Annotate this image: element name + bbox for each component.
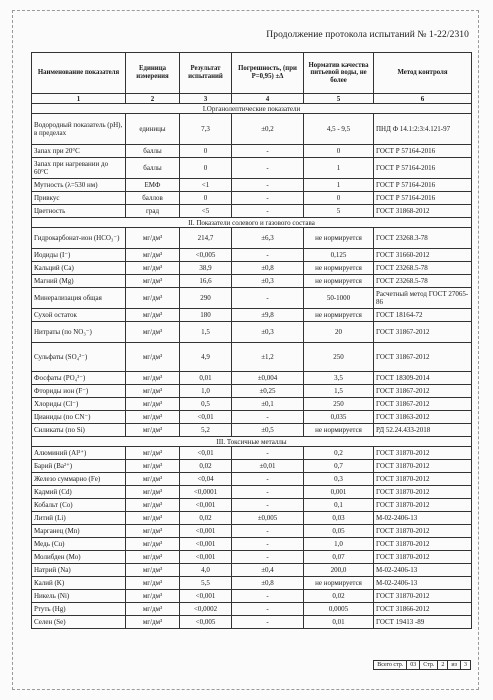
cell-error: -	[232, 158, 304, 179]
table-row	[32, 447, 472, 460]
cell-result: 1,5	[180, 322, 232, 343]
cell-name: Кобальт (Co)	[32, 499, 126, 512]
cell-method: ГОСТ 31867-2012	[374, 322, 472, 343]
cell-norm: 1,0	[304, 538, 374, 551]
cell-method: ГОСТ 31870-2012	[374, 551, 472, 564]
cell-unit: мг/дм³	[126, 385, 180, 398]
col-header-result: Результат испытаний	[180, 53, 232, 94]
col-header-error: Погрешность, (при P=0,95) ±Δ	[232, 53, 304, 94]
table-row	[32, 525, 472, 538]
cell-result: 0	[180, 145, 232, 158]
cell-method: ГОСТ 31867-2012	[374, 398, 472, 411]
of-label: из	[448, 661, 461, 669]
cell-error: -	[232, 525, 304, 538]
cell-name: Литий (Li)	[32, 512, 126, 525]
total-pages-label: Всего стр.	[374, 661, 407, 669]
cell-unit: баллов	[126, 192, 180, 205]
cell-result: <0,04	[180, 473, 232, 486]
cell-method: М-02-2406-13	[374, 512, 472, 525]
cell-norm: 0,01	[304, 616, 374, 629]
table-row	[32, 538, 472, 551]
cell-unit: мг/дм³	[126, 372, 180, 385]
cell-name: Цветность	[32, 205, 126, 218]
section-title: III. Токсичные металлы	[32, 437, 472, 447]
section-title: I.Органолептические показатели	[32, 104, 472, 114]
cell-result: <0,005	[180, 249, 232, 262]
table-row	[32, 262, 472, 275]
cell-method: ГОСТ 23268.5-78	[374, 275, 472, 288]
cell-result: <0,005	[180, 616, 232, 629]
cell-unit: баллы	[126, 145, 180, 158]
cell-error: -	[232, 249, 304, 262]
cell-error: ±1,2	[232, 343, 304, 372]
column-number: 1	[32, 94, 126, 104]
cell-error: ±6,3	[232, 228, 304, 249]
cell-error: ±0,3	[232, 322, 304, 343]
cell-norm: не нормируется	[304, 309, 374, 322]
cell-result: 1,0	[180, 385, 232, 398]
cell-method: ГОСТ Р 57164-2016	[374, 192, 472, 205]
cell-norm: 0,03	[304, 512, 374, 525]
cell-name: Силикаты (по Si)	[32, 424, 126, 437]
cell-unit: мг/дм³	[126, 460, 180, 473]
cell-method: ГОСТ Р 57164-2016	[374, 158, 472, 179]
cell-norm: не нормируется	[304, 577, 374, 590]
cell-method: ГОСТ 31863-2012	[374, 411, 472, 424]
table-row	[32, 385, 472, 398]
table-row	[32, 499, 472, 512]
cell-method: ГОСТ 31870-2012	[374, 499, 472, 512]
cell-unit: мг/дм³	[126, 411, 180, 424]
cell-name: Минерализация общая	[32, 288, 126, 309]
cell-result: <0,01	[180, 447, 232, 460]
cell-unit: мг/дм³	[126, 564, 180, 577]
cell-norm: 0,07	[304, 551, 374, 564]
cell-norm: 250	[304, 343, 374, 372]
cell-result: <1	[180, 179, 232, 192]
cell-method: ГОСТ 18309-2014	[374, 372, 472, 385]
cell-unit: мг/дм³	[126, 538, 180, 551]
cell-name: Водородный показатель (pH), в пределах	[32, 114, 126, 145]
section-title: II. Показатели солевого и газового состава	[32, 218, 472, 228]
cell-method: Расчетный метод ГОСТ 27065-86	[374, 288, 472, 309]
column-number: 6	[374, 94, 472, 104]
cell-norm: 1	[304, 179, 374, 192]
cell-name: Запах при нагревании до 60°С	[32, 158, 126, 179]
cell-norm: 0,2	[304, 447, 374, 460]
cell-name: Калий (K)	[32, 577, 126, 590]
cell-error: -	[232, 179, 304, 192]
cell-name: Цианиды (по CN⁻)	[32, 411, 126, 424]
cell-result: <0,001	[180, 551, 232, 564]
table-row	[32, 343, 472, 372]
cell-name: Магний (Mg)	[32, 275, 126, 288]
cell-error: -	[232, 499, 304, 512]
cell-result: 0,5	[180, 398, 232, 411]
cell-name: Гидрокарбонат-ион (HCO₃⁻)	[32, 228, 126, 249]
cell-result: 5,5	[180, 577, 232, 590]
cell-unit: мг/дм³	[126, 551, 180, 564]
cell-name: Алюминий (Al³⁺)	[32, 447, 126, 460]
cell-error: -	[232, 616, 304, 629]
cell-norm: не нормируется	[304, 262, 374, 275]
table-row	[32, 192, 472, 205]
cell-unit: мг/дм³	[126, 398, 180, 411]
cell-unit: мг/дм³	[126, 512, 180, 525]
cell-name: Никель (Ni)	[32, 590, 126, 603]
cell-result: 7,3	[180, 114, 232, 145]
cell-method: ГОСТ Р 57164-2016	[374, 179, 472, 192]
cell-error: -	[232, 551, 304, 564]
cell-error: ±0,3	[232, 275, 304, 288]
cell-error: ±0,4	[232, 564, 304, 577]
cell-error: -	[232, 145, 304, 158]
cell-norm: 0,02	[304, 590, 374, 603]
table-row	[32, 158, 472, 179]
cell-method: ГОСТ 18164-72	[374, 309, 472, 322]
table-row	[32, 551, 472, 564]
table-row	[32, 309, 472, 322]
table-row	[32, 577, 472, 590]
cell-norm: 0,001	[304, 486, 374, 499]
cell-method: ПНД Ф 14.1:2:3:4.121-97	[374, 114, 472, 145]
column-number-row	[32, 94, 472, 104]
cell-result: 180	[180, 309, 232, 322]
cell-unit: мг/дм³	[126, 275, 180, 288]
cell-method: ГОСТ 19413 -89	[374, 616, 472, 629]
protocol-header: Продолжение протокола испытаний № 1-22/2310	[266, 30, 469, 40]
table-header-row	[32, 53, 472, 94]
cell-name: Кадмий (Cd)	[32, 486, 126, 499]
cell-name: Фториды ион (F⁻)	[32, 385, 126, 398]
cell-norm: 50-1000	[304, 288, 374, 309]
cell-error: ±0,8	[232, 262, 304, 275]
cell-method: ГОСТ 31870-2012	[374, 486, 472, 499]
cell-unit: мг/дм³	[126, 343, 180, 372]
cell-norm: 1	[304, 158, 374, 179]
cell-unit: мг/дм³	[126, 590, 180, 603]
cell-name: Привкус	[32, 192, 126, 205]
section-header-row	[32, 218, 472, 228]
cell-unit: баллы	[126, 158, 180, 179]
cell-unit: мг/дм³	[126, 616, 180, 629]
cell-norm: 0,3	[304, 473, 374, 486]
cell-error: -	[232, 288, 304, 309]
table-row	[32, 590, 472, 603]
column-number: 3	[180, 94, 232, 104]
cell-error: ±0,1	[232, 398, 304, 411]
cell-norm: не нормируется	[304, 275, 374, 288]
cell-result: 0,02	[180, 460, 232, 473]
table-row	[32, 205, 472, 218]
cell-name: Селен (Se)	[32, 616, 126, 629]
cell-method: ГОСТ 31870-2012	[374, 460, 472, 473]
cell-norm: 200,0	[304, 564, 374, 577]
cell-norm: 1,5	[304, 385, 374, 398]
table-row	[32, 322, 472, 343]
cell-method: ГОСТ Р 57164-2016	[374, 145, 472, 158]
table-row	[32, 275, 472, 288]
table-row	[32, 145, 472, 158]
cell-norm: 0,035	[304, 411, 374, 424]
cell-unit: мг/дм³	[126, 249, 180, 262]
table-row	[32, 398, 472, 411]
cell-result: 4,0	[180, 564, 232, 577]
cell-unit: мг/дм³	[126, 447, 180, 460]
total-pages-value: 03	[407, 661, 420, 669]
cell-result: <0,001	[180, 590, 232, 603]
table-row	[32, 486, 472, 499]
cell-name: Фосфаты (PO₄³⁻)	[32, 372, 126, 385]
cell-method: М-02-2406-13	[374, 577, 472, 590]
cell-norm: 0	[304, 145, 374, 158]
cell-result: <0,01	[180, 411, 232, 424]
cell-error: ±0,004	[232, 372, 304, 385]
cell-error: -	[232, 447, 304, 460]
cell-norm: 250	[304, 398, 374, 411]
cell-unit: град	[126, 205, 180, 218]
cell-name: Железо суммарно (Fe)	[32, 473, 126, 486]
col-header-method: Метод контроля	[374, 53, 472, 94]
cell-unit: мг/дм³	[126, 309, 180, 322]
cell-norm: 5	[304, 205, 374, 218]
table-row	[32, 473, 472, 486]
cell-name: Сульфаты (SO₄²⁻)	[32, 343, 126, 372]
cell-result: <0,001	[180, 538, 232, 551]
cell-error: -	[232, 590, 304, 603]
cell-unit: мг/дм³	[126, 424, 180, 437]
table-row	[32, 288, 472, 309]
section-header-row	[32, 437, 472, 447]
cell-result: <5	[180, 205, 232, 218]
cell-name: Ртуть (Hg)	[32, 603, 126, 616]
cell-name: Хлориды (Cl⁻)	[32, 398, 126, 411]
cell-error: -	[232, 411, 304, 424]
table-row	[32, 424, 472, 437]
cell-method: ГОСТ 31660-2012	[374, 249, 472, 262]
cell-name: Нитраты (по NO₃⁻)	[32, 322, 126, 343]
cell-unit: мг/дм³	[126, 603, 180, 616]
cell-method: М-02-2406-13	[374, 564, 472, 577]
cell-result: <0,0002	[180, 603, 232, 616]
col-header-norm: Норматив качества питьевой воды, не более	[304, 53, 374, 94]
cell-error: ±0,25	[232, 385, 304, 398]
cell-result: 16,6	[180, 275, 232, 288]
cell-error: -	[232, 192, 304, 205]
column-number: 4	[232, 94, 304, 104]
cell-name: Иодиды (I⁻)	[32, 249, 126, 262]
cell-result: <0,001	[180, 525, 232, 538]
cell-unit: мг/дм³	[126, 288, 180, 309]
cell-name: Кальций (Ca)	[32, 262, 126, 275]
cell-result: 0,01	[180, 372, 232, 385]
table-row	[32, 512, 472, 525]
cell-result: 5,2	[180, 424, 232, 437]
section-header-row	[32, 104, 472, 114]
cell-norm: не нормируется	[304, 228, 374, 249]
table-row	[32, 564, 472, 577]
cell-result: 0,02	[180, 512, 232, 525]
cell-norm: 3,5	[304, 372, 374, 385]
cell-method: ГОСТ 31870-2012	[374, 525, 472, 538]
cell-result: <0,001	[180, 499, 232, 512]
cell-name: Сухой остаток	[32, 309, 126, 322]
cell-norm: не нормируется	[304, 424, 374, 437]
cell-norm: 20	[304, 322, 374, 343]
col-header-unit: Единица измерения	[126, 53, 180, 94]
of-value: 3	[464, 662, 467, 668]
results-table	[31, 52, 472, 629]
cell-name: Барий (Ba²⁺)	[32, 460, 126, 473]
cell-unit: мг/дм³	[126, 577, 180, 590]
cell-error: -	[232, 473, 304, 486]
page-counter	[373, 660, 471, 670]
cell-name: Марганец (Mn)	[32, 525, 126, 538]
col-header-name: Наименование показателя	[32, 53, 126, 94]
cell-result: <0,0001	[180, 486, 232, 499]
cell-name: Натрий (Na)	[32, 564, 126, 577]
cell-method: ГОСТ 23268.5-78	[374, 262, 472, 275]
cell-error: ±9,8	[232, 309, 304, 322]
cell-error: ±0,005	[232, 512, 304, 525]
cell-method: ГОСТ 31870-2012	[374, 473, 472, 486]
cell-result: 38,9	[180, 262, 232, 275]
cell-norm: 0,05	[304, 525, 374, 538]
cell-error: ±0,5	[232, 424, 304, 437]
cell-unit: единицы	[126, 114, 180, 145]
cell-norm: 0,7	[304, 460, 374, 473]
cell-result: 0	[180, 158, 232, 179]
cell-norm: 0,0005	[304, 603, 374, 616]
cell-name: Запах при 20°С	[32, 145, 126, 158]
cell-name: Медь (Cu)	[32, 538, 126, 551]
cell-method: ГОСТ 31866-2012	[374, 603, 472, 616]
cell-result: 290	[180, 288, 232, 309]
cell-norm: 0,1	[304, 499, 374, 512]
cell-result: 0	[180, 192, 232, 205]
cell-method: ГОСТ 31870-2012	[374, 447, 472, 460]
cell-unit: мг/дм³	[126, 228, 180, 249]
cell-method: ГОСТ 31867-2012	[374, 385, 472, 398]
table-row	[32, 460, 472, 473]
cell-method: ГОСТ 23268.3-78	[374, 228, 472, 249]
table-row	[32, 228, 472, 249]
cell-error: -	[232, 603, 304, 616]
cell-unit: ЕМФ	[126, 179, 180, 192]
table-row	[32, 249, 472, 262]
cell-name: Молибден (Mo)	[32, 551, 126, 564]
column-number: 2	[126, 94, 180, 104]
cell-norm: 4,5 - 9,5	[304, 114, 374, 145]
cell-error: -	[232, 486, 304, 499]
cell-error: ±0,2	[232, 114, 304, 145]
cell-error: ±0,01	[232, 460, 304, 473]
cell-unit: мг/дм³	[126, 322, 180, 343]
table-row	[32, 179, 472, 192]
cell-error: -	[232, 205, 304, 218]
table-row	[32, 114, 472, 145]
column-number: 5	[304, 94, 374, 104]
cell-method: ГОСТ 31868-2012	[374, 205, 472, 218]
cell-result: 214,7	[180, 228, 232, 249]
cell-norm: 0	[304, 192, 374, 205]
cell-method: ГОСТ 31870-2012	[374, 590, 472, 603]
cell-unit: мг/дм³	[126, 486, 180, 499]
cell-unit: мг/дм³	[126, 499, 180, 512]
table-row	[32, 616, 472, 629]
cell-error: ±0,8	[232, 577, 304, 590]
table-row	[32, 603, 472, 616]
cell-method: ГОСТ 31870-2012	[374, 538, 472, 551]
cell-error: -	[232, 538, 304, 551]
table-row	[32, 411, 472, 424]
table-row	[32, 372, 472, 385]
cell-result: 4,9	[180, 343, 232, 372]
cell-norm: 0,125	[304, 249, 374, 262]
cell-unit: мг/дм³	[126, 473, 180, 486]
table-body	[32, 104, 472, 629]
cell-name: Мутность (λ=530 нм)	[32, 179, 126, 192]
page-label: Стр.	[420, 661, 438, 669]
page-value: 2	[438, 661, 448, 669]
cell-unit: мг/дм³	[126, 262, 180, 275]
cell-method: РД 52.24.433-2018	[374, 424, 472, 437]
cell-unit: мг/дм³	[126, 525, 180, 538]
cell-method: ГОСТ 31867-2012	[374, 343, 472, 372]
